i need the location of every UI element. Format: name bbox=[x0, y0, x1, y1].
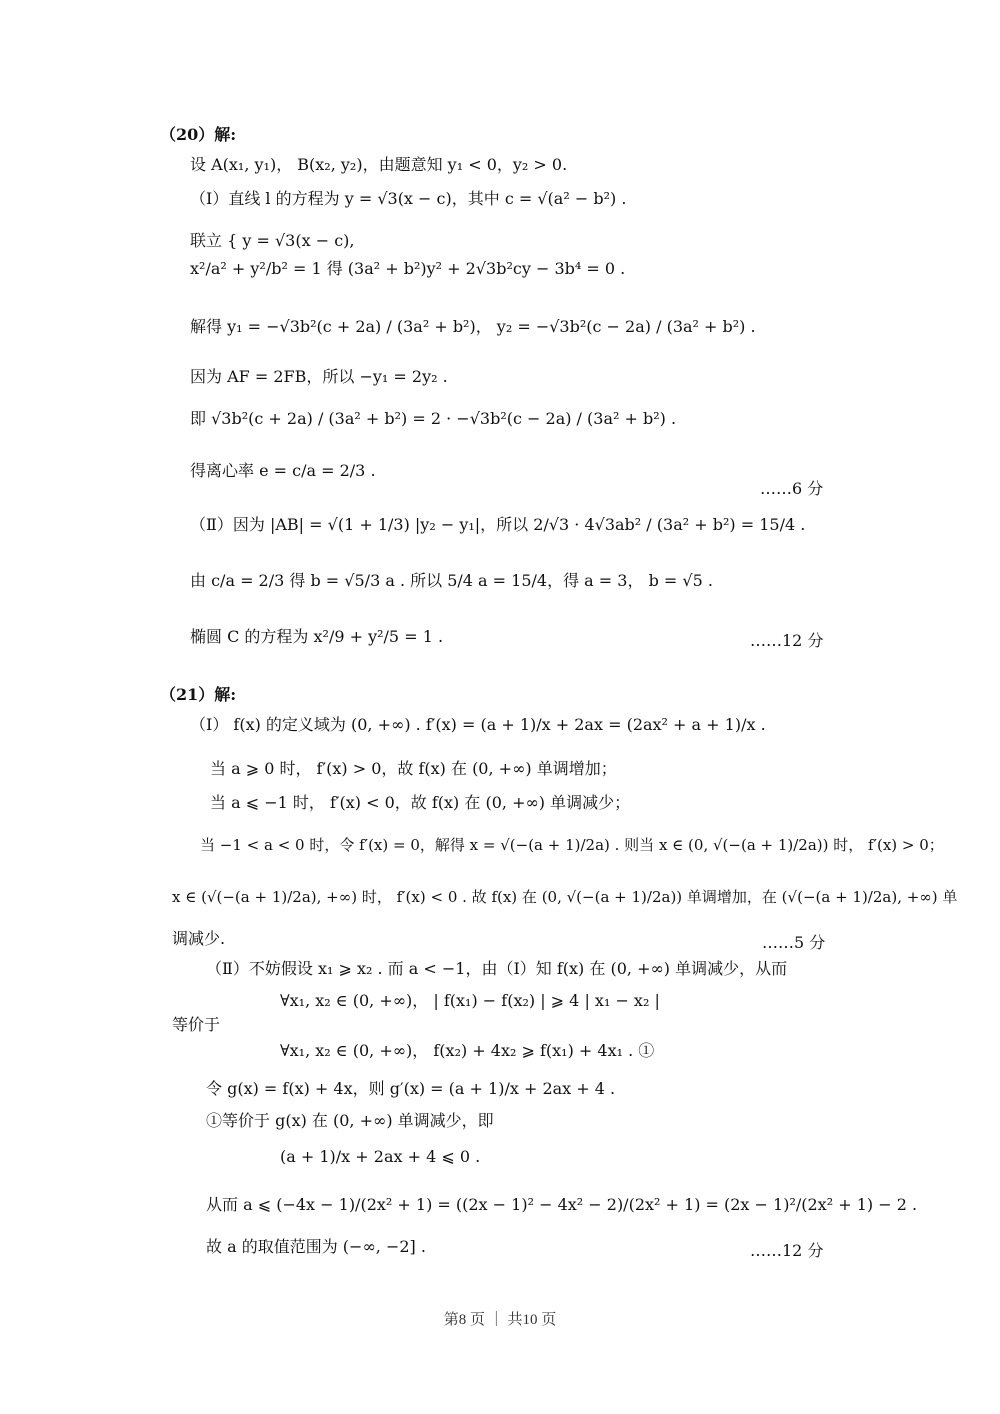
q20-score-1: ……6 分 bbox=[760, 479, 824, 498]
q20-line-7: 得离心率 e = c/a = 2/3 . bbox=[190, 461, 376, 480]
q21-line-10: ∀x₁, x₂ ∈ (0, +∞)， f(x₂) + 4x₂ ⩾ f(x₁) + 4x₁ . ① bbox=[280, 1041, 655, 1060]
q21-title: （21）解: bbox=[160, 685, 237, 704]
q21-line-2: 当 a ⩾ 0 时， f′(x) > 0，故 f(x) 在 (0, +∞) 单调增加； bbox=[210, 759, 617, 778]
page-footer: 第8 页 ｜ 共10 页 bbox=[443, 1312, 557, 1328]
q21-line-5: x ∈ (√(−(a + 1)/2a), +∞) 时， f′(x) < 0 . 故 f(x) 在 (0, √(−(a + 1)/2a)) 单调增加，在 (√(−(a + 1)/2a), +∞) 单 bbox=[172, 888, 958, 906]
q21-line-15: 故 a 的取值范围为 (−∞, −2] . bbox=[206, 1237, 426, 1256]
q21-line-6: 调减少. bbox=[172, 929, 226, 948]
q20-line-4: 解得 y₁ = −√3b²(c + 2a) / (3a² + b²)， y₂ = −√3b²(c − 2a) / (3a² + b²) . bbox=[190, 317, 756, 336]
q20-line-1: 设 A(x₁, y₁)， B(x₂, y₂)，由题意知 y₁ < 0，y₂ > 0. bbox=[190, 155, 568, 174]
q20-score-2: ……12 分 bbox=[750, 631, 824, 650]
q21-line-4: 当 −1 < a < 0 时，令 f′(x) = 0，解得 x = √(−(a + 1)/2a) . 则当 x ∈ (0, √(−(a + 1)/2a)) 时， f′(x) > 0； bbox=[200, 836, 944, 854]
q20-line-10: 椭圆 C 的方程为 x²/9 + y²/5 = 1 . bbox=[190, 627, 444, 646]
q21-line-11: 令 g(x) = f(x) + 4x，则 g′(x) = (a + 1)/x + 2ax + 4 . bbox=[206, 1079, 616, 1098]
q20-line-3a: 联立 { y = √3(x − c), bbox=[190, 231, 355, 250]
q21-score-2: ……12 分 bbox=[750, 1241, 824, 1260]
q21-line-9: 等价于 bbox=[172, 1015, 221, 1034]
q20-title: （20）解: bbox=[160, 125, 237, 144]
q21-line-7: （Ⅱ）不妨假设 x₁ ⩾ x₂ . 而 a < −1，由（Ⅰ）知 f(x) 在 (0, +∞) 单调减少，从而 bbox=[206, 959, 788, 978]
q21-line-14: 从而 a ⩽ (−4x − 1)/(2x² + 1) = ((2x − 1)² − 4x² − 2)/(2x² + 1) = (2x − 1)²/(2x² + 1) − 2 . bbox=[206, 1195, 918, 1214]
q20-line-6: 即 √3b²(c + 2a) / (3a² + b²) = 2 · −√3b²(c − 2a) / (3a² + b²) . bbox=[190, 409, 677, 428]
q20-line-9: 由 c/a = 2/3 得 b = √5/3 a . 所以 5/4 a = 15/4，得 a = 3， b = √5 . bbox=[190, 571, 713, 590]
q21-line-8: ∀x₁, x₂ ∈ (0, +∞)， | f(x₁) − f(x₂) | ⩾ 4 | x₁ − x₂ | bbox=[280, 991, 660, 1010]
q21-line-12: ①等价于 g(x) 在 (0, +∞) 单调减少，即 bbox=[206, 1111, 494, 1130]
q20-line-8: （Ⅱ）因为 |AB| = √(1 + 1/3) |y₂ − y₁|，所以 2/√3 · 4√3ab² / (3a² + b²) = 15/4 . bbox=[190, 515, 806, 534]
q20-line-2: （Ⅰ）直线 l 的方程为 y = √3(x − c)，其中 c = √(a² − b²) . bbox=[190, 189, 627, 208]
q20-line-3b: x²/a² + y²/b² = 1 得 (3a² + b²)y² + 2√3b²cy − 3b⁴ = 0 . bbox=[190, 259, 626, 278]
q20-line-5: 因为 AF = 2FB，所以 −y₁ = 2y₂ . bbox=[190, 367, 448, 386]
q21-line-13: (a + 1)/x + 2ax + 4 ⩽ 0 . bbox=[280, 1147, 481, 1166]
q21-score-1: ……5 分 bbox=[762, 933, 826, 952]
q21-line-1: （Ⅰ） f(x) 的定义域为 (0, +∞) . f′(x) = (a + 1)/x + 2ax = (2ax² + a + 1)/x . bbox=[190, 715, 766, 734]
q21-line-3: 当 a ⩽ −1 时， f′(x) < 0，故 f(x) 在 (0, +∞) 单调减少； bbox=[210, 793, 631, 812]
